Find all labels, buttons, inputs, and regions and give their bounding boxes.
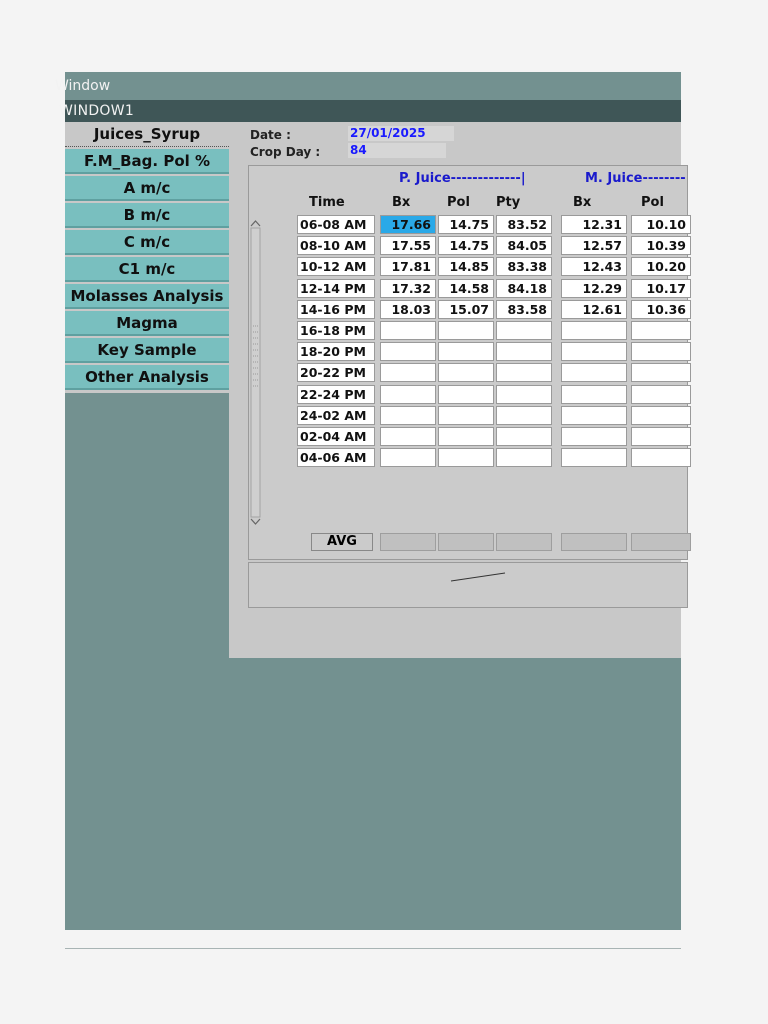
- grid-cell[interactable]: [631, 321, 691, 340]
- scroll-down-icon[interactable]: [251, 519, 260, 524]
- grid-cell[interactable]: [631, 448, 691, 467]
- time-slot-cell[interactable]: 16-18 PM: [297, 321, 375, 340]
- grid-cell[interactable]: [631, 427, 691, 446]
- grid-cell[interactable]: 17.55: [380, 236, 436, 255]
- time-slot-cell[interactable]: 12-14 PM: [297, 279, 375, 298]
- grid-cell[interactable]: 17.32: [380, 279, 436, 298]
- grid-cell[interactable]: [561, 363, 627, 382]
- grid-cell[interactable]: 83.52: [496, 215, 552, 234]
- time-slot-cell[interactable]: 08-10 AM: [297, 236, 375, 255]
- avg-cell-p-pty: [496, 533, 552, 551]
- sidebar-item[interactable]: Magma: [65, 311, 229, 336]
- time-slot-cell[interactable]: 02-04 AM: [297, 427, 375, 446]
- grid-cell[interactable]: 10.36: [631, 300, 691, 319]
- grid-cell[interactable]: [496, 448, 552, 467]
- time-slot-cell[interactable]: 10-12 AM: [297, 257, 375, 276]
- grid-cell[interactable]: 83.58: [496, 300, 552, 319]
- grid-cell[interactable]: 14.58: [438, 279, 494, 298]
- sidebar-item[interactable]: B m/c: [65, 203, 229, 228]
- grid-cell[interactable]: 83.38: [496, 257, 552, 276]
- time-slot-cell[interactable]: 14-16 PM: [297, 300, 375, 319]
- grid-cell[interactable]: [496, 427, 552, 446]
- grid-cell[interactable]: [380, 427, 436, 446]
- grid-cell[interactable]: 18.03: [380, 300, 436, 319]
- time-slot-cell[interactable]: 06-08 AM: [297, 215, 375, 234]
- grid-cell[interactable]: [561, 321, 627, 340]
- grid-cell[interactable]: [631, 406, 691, 425]
- grid-cell[interactable]: 12.57: [561, 236, 627, 255]
- status-panel: [248, 562, 688, 608]
- grid-cell[interactable]: [438, 406, 494, 425]
- grid-cell[interactable]: [561, 406, 627, 425]
- avg-button[interactable]: AVG: [311, 533, 373, 551]
- inner-window-title: WINDOW1: [59, 103, 135, 119]
- grid-cell[interactable]: 14.85: [438, 257, 494, 276]
- group-label-m-juice: M. Juice--------: [585, 171, 686, 186]
- grid-cell[interactable]: [438, 427, 494, 446]
- window-titlebar[interactable]: [55, 72, 681, 100]
- grid-cell[interactable]: [380, 321, 436, 340]
- sidebar-item[interactable]: Juices_Syrup: [65, 122, 229, 147]
- grid-cell[interactable]: 12.29: [561, 279, 627, 298]
- grid-cell[interactable]: 12.61: [561, 300, 627, 319]
- sidebar-item[interactable]: Molasses Analysis: [65, 284, 229, 309]
- time-slot-cell[interactable]: 18-20 PM: [297, 342, 375, 361]
- grid-cell[interactable]: [380, 406, 436, 425]
- avg-cell-p-bx: [380, 533, 436, 551]
- grid-cell[interactable]: [561, 342, 627, 361]
- crop-day-label: Crop Day :: [250, 145, 321, 159]
- grid-cell[interactable]: [496, 406, 552, 425]
- sidebar-item[interactable]: Key Sample: [65, 338, 229, 363]
- grid-cell[interactable]: 12.31: [561, 215, 627, 234]
- grid-cell[interactable]: [561, 385, 627, 404]
- grid-cell[interactable]: [380, 363, 436, 382]
- grid-cell[interactable]: 10.39: [631, 236, 691, 255]
- grid-cell[interactable]: [438, 321, 494, 340]
- grid-cell[interactable]: 14.75: [438, 236, 494, 255]
- grid-cell[interactable]: 15.07: [438, 300, 494, 319]
- grid-cell[interactable]: 10.10: [631, 215, 691, 234]
- scroll-up-icon[interactable]: [251, 221, 260, 226]
- page-divider: [65, 948, 681, 949]
- grid-cell[interactable]: [631, 342, 691, 361]
- crop-day-field[interactable]: 84: [348, 143, 446, 158]
- sidebar-item[interactable]: C m/c: [65, 230, 229, 255]
- grid-cell[interactable]: [380, 448, 436, 467]
- sidebar-item[interactable]: F.M_Bag. Pol %: [65, 149, 229, 174]
- grid-scrollbar[interactable]: [249, 216, 262, 529]
- grid-cell[interactable]: 14.75: [438, 215, 494, 234]
- time-slot-cell[interactable]: 20-22 PM: [297, 363, 375, 382]
- time-slot-cell[interactable]: 04-06 AM: [297, 448, 375, 467]
- avg-cell-m-pol: [631, 533, 691, 551]
- sidebar-nav: [65, 122, 229, 393]
- grid-cell[interactable]: [561, 427, 627, 446]
- grid-cell[interactable]: 17.81: [380, 257, 436, 276]
- grid-cell[interactable]: 10.17: [631, 279, 691, 298]
- sidebar-item[interactable]: C1 m/c: [65, 257, 229, 282]
- grid-cell[interactable]: [438, 363, 494, 382]
- column-header: Bx: [392, 195, 411, 210]
- grid-cell[interactable]: [380, 342, 436, 361]
- grid-cell[interactable]: [438, 385, 494, 404]
- grid-cell[interactable]: 17.66: [380, 215, 436, 234]
- desktop-background: [55, 72, 686, 930]
- time-slot-cell[interactable]: 22-24 PM: [297, 385, 375, 404]
- sidebar-item[interactable]: A m/c: [65, 176, 229, 201]
- grid-cell[interactable]: [561, 448, 627, 467]
- sidebar-background: [65, 393, 229, 658]
- sidebar-item[interactable]: Other Analysis: [65, 365, 229, 390]
- grid-cell[interactable]: [438, 342, 494, 361]
- avg-cell-p-pol: [438, 533, 494, 551]
- window-title: Window: [55, 78, 111, 94]
- grid-cell[interactable]: [496, 363, 552, 382]
- status-line-mark: [249, 563, 689, 609]
- time-slot-cell[interactable]: 24-02 AM: [297, 406, 375, 425]
- grid-cell[interactable]: [496, 342, 552, 361]
- date-label: Date :: [250, 128, 291, 142]
- grid-cell[interactable]: 10.20: [631, 257, 691, 276]
- column-header: Pty: [496, 195, 521, 210]
- column-header: Bx: [573, 195, 592, 210]
- date-field[interactable]: 27/01/2025: [348, 126, 454, 141]
- grid-cell[interactable]: [380, 385, 436, 404]
- grid-cell[interactable]: 12.43: [561, 257, 627, 276]
- grid-cell[interactable]: 84.05: [496, 236, 552, 255]
- grid-cell[interactable]: [496, 321, 552, 340]
- inner-window-titlebar[interactable]: [59, 100, 681, 122]
- grid-cell[interactable]: [631, 363, 691, 382]
- column-header: Pol: [641, 195, 664, 210]
- column-header: Pol: [447, 195, 470, 210]
- column-header: Time: [309, 195, 345, 210]
- grid-cell[interactable]: [438, 448, 494, 467]
- grid-cell[interactable]: [631, 385, 691, 404]
- grid-cell[interactable]: 84.18: [496, 279, 552, 298]
- avg-cell-m-bx: [561, 533, 627, 551]
- group-label-p-juice: P. Juice-------------|: [399, 171, 526, 186]
- grid-cell[interactable]: [496, 385, 552, 404]
